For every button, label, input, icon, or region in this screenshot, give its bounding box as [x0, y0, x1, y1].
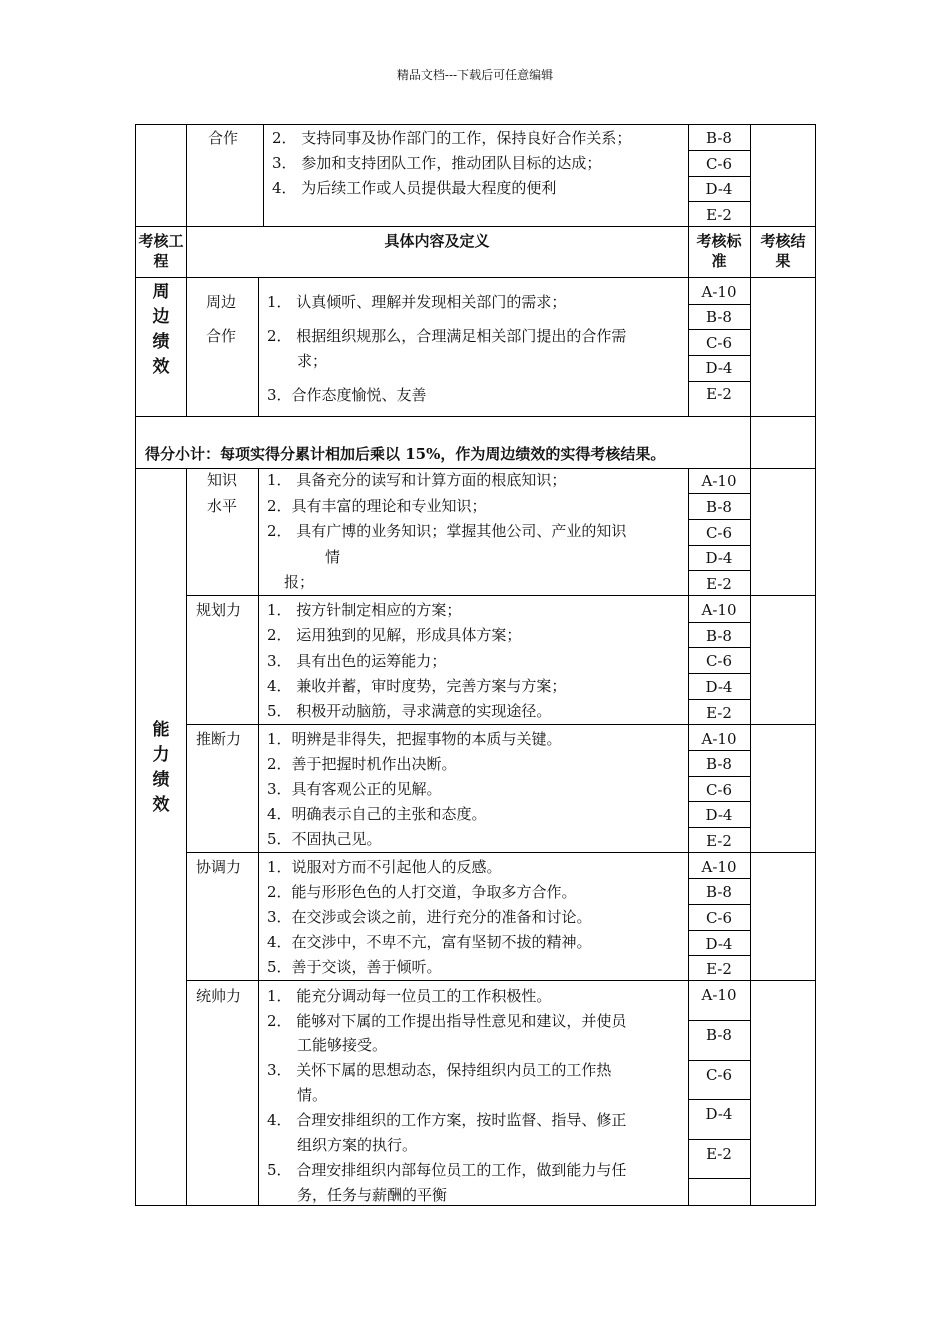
- page-header: 精品文档---下载后可任意编辑: [396, 68, 554, 82]
- periphery-category: 周 边 绩 效: [152, 282, 170, 377]
- header-content-col: 具体内容及定义: [384, 232, 490, 250]
- list-item: 报；: [284, 573, 315, 591]
- list-item: 3．具有客观公正的见解。: [267, 780, 442, 798]
- grade-cell: B-8: [706, 755, 732, 773]
- list-item: 2．善于把握时机作出决断。: [267, 755, 457, 773]
- list-item: 2．能与形形色色的人打交道，争取多方合作。: [267, 883, 577, 901]
- grade-cell: B-8: [706, 129, 732, 147]
- list-item: 1． 认真倾听、理解并发现相关部门的需求；: [267, 293, 567, 311]
- judgment-sub: 推断力: [196, 730, 242, 748]
- grade-cell: C-6: [705, 781, 733, 799]
- grade-cell: C-6: [705, 652, 733, 670]
- list-item: 2． 能够对下属的工作提出指导性意见和建议，并使员: [267, 1012, 627, 1030]
- list-item: 4． 为后续工作或人员提供最大程度的便利: [272, 179, 557, 197]
- list-item: 5．善于交谈，善于倾听。: [267, 958, 442, 976]
- ability-category: 能 力 绩 效: [152, 720, 170, 815]
- grade-cell: A-10: [701, 986, 737, 1004]
- list-item: 组织方案的执行。: [297, 1136, 418, 1154]
- grade-cell: B-8: [706, 627, 732, 645]
- grade-cell: A-10: [701, 472, 737, 490]
- list-item: 1． 能充分调动每一位员工的工作积极性。: [267, 987, 552, 1005]
- grade-cell: A-10: [701, 283, 737, 301]
- knowledge-sub: 知识: [207, 471, 238, 489]
- list-item: 2． 支持同事及协作部门的工作，保持良好合作关系；: [272, 129, 632, 147]
- list-item: 3．合作态度愉悦、友善: [267, 386, 427, 404]
- coordination-sub: 协调力: [196, 858, 242, 876]
- list-item: 4． 兼收并蓄，审时度势，完善方案与方案；: [267, 677, 567, 695]
- grade-cell: E-2: [706, 832, 732, 850]
- subtotal-text: 得分小计：每项实得分累计相加后乘以 15%，作为周边绩效的实得考核结果。: [145, 445, 666, 463]
- grade-cell: C-6: [705, 155, 733, 173]
- grade-cell: A-10: [701, 730, 737, 748]
- grade-cell: C-6: [705, 334, 733, 352]
- grade-cell: B-8: [706, 308, 732, 326]
- list-item: 3． 具有出色的运筹能力；: [267, 652, 447, 670]
- grade-cell: D-4: [705, 359, 733, 377]
- list-item: 1． 具备充分的读写和计算方面的根底知识；: [267, 471, 567, 489]
- list-item: 4． 合理安排组织的工作方案，按时监督、指导、修正: [267, 1111, 627, 1129]
- grade-cell: D-4: [705, 806, 733, 824]
- grade-cell: A-10: [701, 858, 737, 876]
- grade-cell: E-2: [706, 575, 732, 593]
- grade-cell: E-2: [706, 206, 732, 224]
- grade-cell: B-8: [706, 498, 732, 516]
- list-item: 4．明确表示自己的主张和态度。: [267, 805, 487, 823]
- grade-cell: B-8: [706, 883, 732, 901]
- list-item: 情: [325, 548, 341, 566]
- knowledge-sub: 水平: [207, 497, 238, 515]
- list-item: 务，任务与薪酬的平衡: [297, 1186, 448, 1204]
- grade-cell: D-4: [705, 1105, 733, 1123]
- list-item: 情。: [297, 1086, 328, 1104]
- grade-cell: D-4: [705, 549, 733, 567]
- grade-cell: D-4: [705, 180, 733, 198]
- grade-cell: C-6: [705, 1066, 733, 1084]
- grade-cell: E-2: [706, 704, 732, 722]
- list-item: 2．具有丰富的理论和专业知识；: [267, 497, 487, 515]
- header-item-col: 考核工程: [138, 232, 184, 270]
- grade-cell: E-2: [706, 960, 732, 978]
- list-item: 2． 根据组织规那么，合理满足相关部门提出的合作需: [267, 327, 627, 345]
- grade-cell: B-8: [706, 1026, 732, 1044]
- header-standard-col: 考核标准: [696, 232, 742, 270]
- list-item: 3．在交涉或会谈之前，进行充分的准备和讨论。: [267, 908, 592, 926]
- periphery-sub: 合作: [206, 327, 237, 345]
- grade-cell: C-6: [705, 909, 733, 927]
- list-item: 3． 关怀下属的思想动态，保持组织内员工的工作热: [267, 1061, 612, 1079]
- grade-cell: E-2: [706, 385, 732, 403]
- list-item: 5．不固执己见。: [267, 830, 382, 848]
- list-item: 2． 运用独到的见解，形成具体方案；: [267, 626, 522, 644]
- header-result-col: 考核结果: [760, 232, 806, 270]
- list-item: 4．在交涉中，不卑不亢，富有坚韧不拔的精神。: [267, 933, 592, 951]
- grade-cell: E-2: [706, 1145, 732, 1163]
- list-item: 1．明辨是非得失，把握事物的本质与关键。: [267, 730, 562, 748]
- periphery-sub: 周边: [206, 293, 237, 311]
- list-item: 1． 按方针制定相应的方案；: [267, 601, 462, 619]
- list-item: 工能够接受。: [297, 1036, 388, 1054]
- list-item: 5． 积极开动脑筋，寻求满意的实现途径。: [267, 702, 552, 720]
- grade-cell: A-10: [701, 601, 737, 619]
- leadership-sub: 统帅力: [196, 987, 242, 1005]
- planning-sub: 规划力: [196, 601, 242, 619]
- list-item: 5． 合理安排组织内部每位员工的工作，做到能力与任: [267, 1161, 627, 1179]
- grade-cell: D-4: [705, 935, 733, 953]
- grade-cell: D-4: [705, 678, 733, 696]
- list-item: 3． 参加和支持团队工作，推动团队目标的达成；: [272, 154, 602, 172]
- list-item: 1．说服对方而不引起他人的反感。: [267, 858, 502, 876]
- section0-sub: 合作: [208, 129, 239, 147]
- grade-cell: C-6: [705, 524, 733, 542]
- list-item: 2． 具有广博的业务知识；掌握其他公司、产业的知识: [267, 522, 627, 540]
- list-item: 求；: [297, 352, 328, 370]
